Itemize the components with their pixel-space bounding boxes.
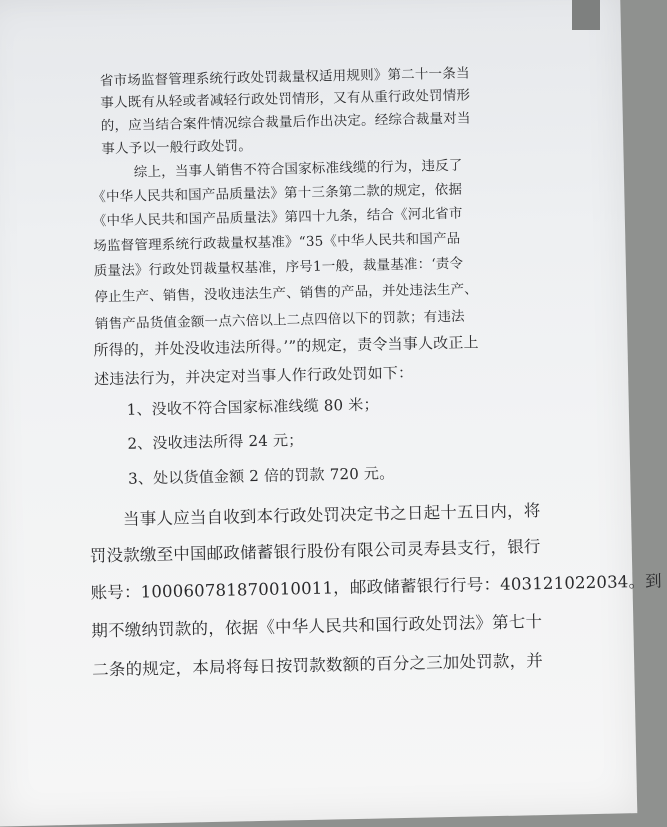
text-line: 账号：100060781870010011，邮政储蓄银行行号：403121022034。到 [90,571,663,603]
text-line: 事人既有从轻或者减轻行政处罚情形，又有从重行政处罚情形 [100,87,471,112]
penalty-item: 2、没收违法所得 24 元； [127,431,304,453]
text-line: 期不缴纳罚款的，依据《中华人民共和国行政处罚法》第七十 [91,612,543,641]
text-line: 停止生产、销售，没收违法生产、销售的产品，并处违法生产、 [94,281,479,306]
text-line: 当事人应当自收到本行政处罚决定书之日起十五日内，将 [122,501,541,529]
penalty-item: 1、没收不符合国家标准线缆 80 米； [126,395,379,419]
background-corner [572,0,600,30]
text-line: 场监督管理系统行政裁量权基准》“35《中华人民共和国产品 [93,230,461,255]
text-line: 《中华人民共和国产品质量法》第十三条第二款的规定，依据 [92,181,463,206]
text-line: 事人予以一般行政处罚。 [101,138,253,158]
text-line: 《中华人民共和国产品质量法》第四十九条，结合《河北省市 [92,205,463,230]
text-line: 述违法行为，并决定对当事人作行政处罚如下： [93,363,414,389]
text-line: 综上，当事人销售不符合国家标准线缆的行为，违反了 [133,157,463,181]
penalty-item: 3、处以货值金额 2 倍的罚款 720 元。 [128,464,395,488]
text-line: 二条的规定，本局将每日按罚款数额的百分之三加处罚款，并 [91,651,544,680]
text-line: 的，应当结合案件情况综合裁量后作出决定。经综合裁量对当 [100,110,471,135]
text-line: 省市场监督管理系统行政处罚裁量权适用规则》第二十一条当 [99,65,470,90]
text-line: 销售产品货值金额一点六倍以上二点四倍以下的罚款；有违法 [94,308,465,333]
text-line: 罚没款缴至中国邮政储蓄银行股份有限公司灵寿县支行，银行 [89,537,541,566]
text-line: 质量法》行政处罚裁量权基准，序号1一般，裁量基准：‘责令 [93,255,464,280]
text-line: 所得的，并处没收违法所得。’”的规定，责令当事人改正上 [93,333,479,360]
